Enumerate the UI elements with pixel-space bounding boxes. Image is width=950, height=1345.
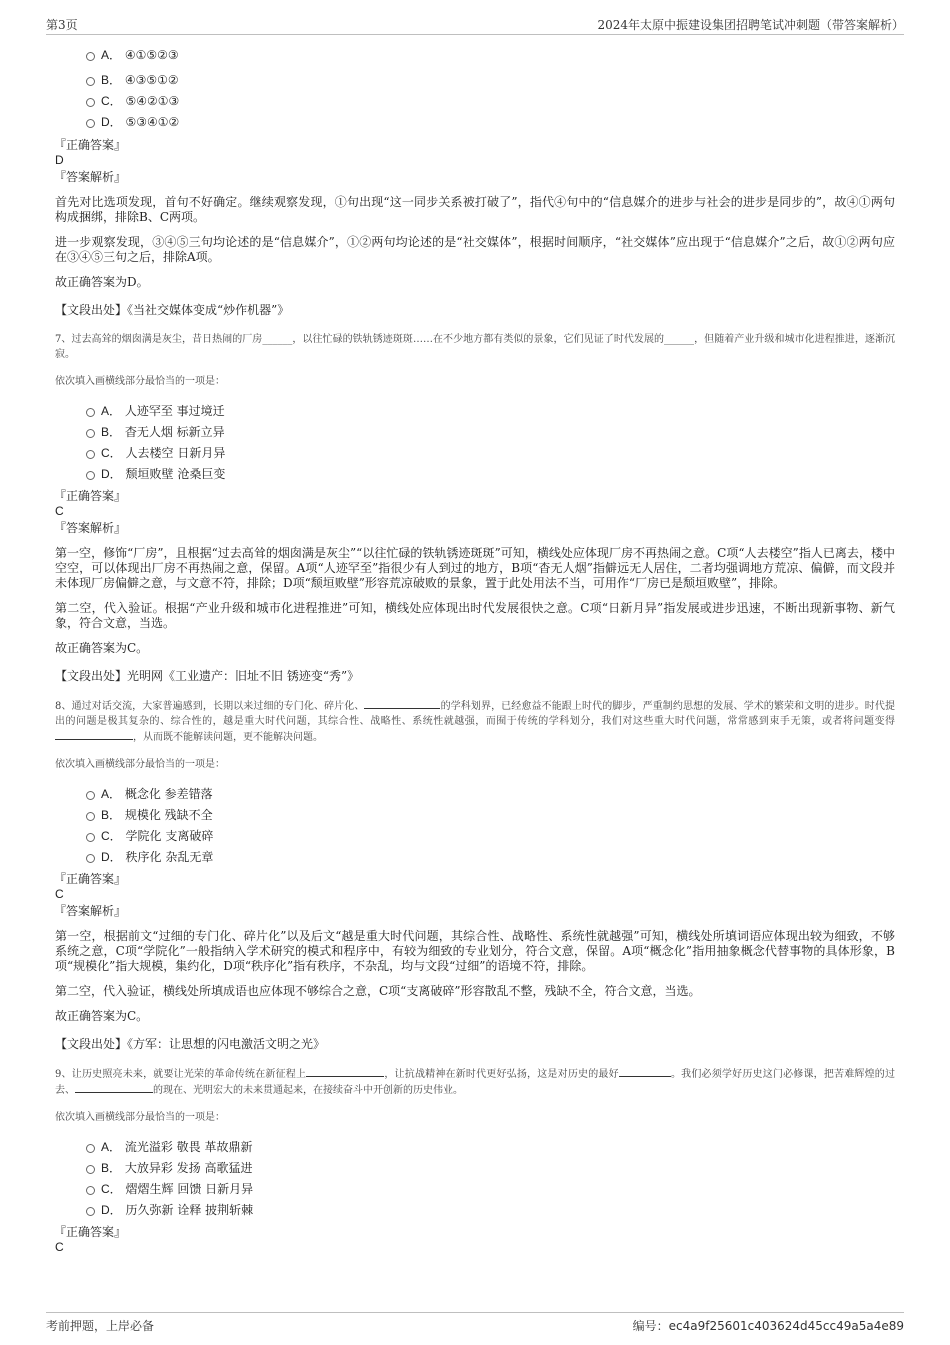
option-a[interactable]: A． 概念化 参差错落 bbox=[55, 784, 895, 805]
answer-value: C bbox=[55, 887, 64, 901]
radio-circle-icon[interactable] bbox=[86, 429, 95, 438]
answer-label: 『正确答案』 bbox=[54, 489, 127, 503]
radio-circle-icon[interactable] bbox=[86, 450, 95, 459]
analysis-paragraph: 第二空，代入验证，横线处所填成语也应体现不够综合之意，C项“支离破碎”形容散乱不整，残缺不全，符合文意，当选。 bbox=[55, 984, 701, 998]
option-a[interactable]: A． 人迹罕至 事过境迁 bbox=[55, 401, 895, 422]
question-9-stem: 9、让历史照亮未来，就要让光荣的革命传统在新征程上 ，让抗战精神在新时代更好弘扬，这是对历史的最好 。我们必须学好历史这门必修课，把苦难辉煌的过去、 的现在、光明宏大的未来贯通起来，在接续奋斗中开创新的历史伟业。 bbox=[55, 1066, 895, 1098]
analysis-paragraph: 故正确答案为C。 bbox=[55, 1009, 149, 1023]
q7-options bbox=[55, 401, 895, 485]
fill-blank bbox=[55, 729, 133, 740]
radio-circle-icon[interactable] bbox=[86, 119, 95, 128]
answer-value: C bbox=[55, 1240, 64, 1254]
fill-blank bbox=[306, 1066, 384, 1077]
radio-circle-icon[interactable] bbox=[86, 1186, 95, 1195]
question-7-stem: 7、过去高耸的烟囱满是灰尘，昔日热闹的厂房______，以往忙碌的铁轨锈迹斑斑……在不少地方都有类似的景象，它们见证了时代发展的______，但随着产业升级和城市化进程推进，逐渐沉寂。 bbox=[55, 334, 895, 360]
q6-options bbox=[55, 45, 895, 133]
radio-circle-icon[interactable] bbox=[86, 854, 95, 863]
document-body bbox=[55, 45, 895, 1256]
answer-value: D bbox=[55, 153, 64, 167]
option-a[interactable]: A． 流光溢彩 敬畏 革故鼎新 bbox=[55, 1137, 895, 1158]
q8-options bbox=[55, 784, 895, 868]
option-b[interactable]: B． ④③⑤①② bbox=[55, 70, 895, 91]
question-instruction: 依次填入画横线部分最恰当的一项是： bbox=[55, 376, 225, 387]
footer-slogan: 考前押题，上岸必备 bbox=[46, 1319, 155, 1333]
answer-label: 『正确答案』 bbox=[54, 872, 127, 886]
radio-circle-icon[interactable] bbox=[86, 52, 95, 61]
analysis-paragraph: 故正确答案为D。 bbox=[55, 275, 149, 289]
option-c[interactable]: C． 学院化 支离破碎 bbox=[55, 826, 895, 847]
page-footer bbox=[46, 1312, 904, 1337]
fill-blank bbox=[75, 1082, 153, 1093]
radio-circle-icon[interactable] bbox=[86, 408, 95, 417]
option-d[interactable]: D． ⑤③④①② bbox=[55, 112, 895, 133]
answer-value: C bbox=[55, 504, 64, 518]
option-c[interactable]: C． 熠熠生辉 回馈 日新月异 bbox=[55, 1179, 895, 1200]
option-d[interactable]: D． 颓垣败壁 沧桑巨变 bbox=[55, 464, 895, 485]
option-a[interactable]: A． ④①⑤②③ bbox=[55, 45, 895, 66]
option-b[interactable]: B． 杳无人烟 标新立异 bbox=[55, 422, 895, 443]
analysis-paragraph: 故正确答案为C。 bbox=[55, 641, 149, 655]
source-line: 【文段出处】《当社交媒体变成“炒作机器”》 bbox=[55, 303, 290, 317]
question-instruction: 依次填入画横线部分最恰当的一项是： bbox=[55, 1112, 225, 1123]
question-8-stem: 8、通过对话交流，大家普遍感到，长期以来过细的专门化、碎片化、 的学科划界，已经愈益不能跟上时代的脚步，严重制约思想的发展、学术的繁荣和文明的进步。时代提出的问题是极其复杂的、综合性的，越是重大时代问题，其综合性、战略性、系统性就越强，而囿于传统的学科划分，我们对这些重大时代问题，常常感到束手无策，或者将问题变得，从而既不能解读问题，更不能解决问题。 bbox=[55, 698, 895, 745]
source-line: 【文段出处】《方军：让思想的闪电激活文明之光》 bbox=[55, 1037, 326, 1051]
document-title: 2024年太原中振建设集团招聘笔试冲刺题（带答案解析） bbox=[597, 18, 904, 32]
analysis-paragraph: 第一空，修饰“厂房”，且根据“过去高耸的烟囱满是灰尘”“以往忙碌的铁轨锈迹斑斑”可知，横线处应体现厂房不再热闹之意。C项“人去楼空”指人已离去，楼中空空，可以体现出厂房不再热闹之意，保留。A项“人迹罕至”指很少有人到过的地方，B项“杳无人烟”指僻远无人居住，二者均强调地方荒凉、偏僻，而文段并未体现厂房偏僻之意，与文意不符，排除；D项“颓垣败壁”形容荒凉破败的景象，置于此处用法不当，可用作“厂房已是颓垣败壁”，排除。 bbox=[55, 546, 895, 590]
analysis-label: 『答案解析』 bbox=[54, 170, 127, 184]
fill-blank bbox=[364, 698, 440, 709]
analysis-paragraph: 第二空，代入验证。根据“产业升级和城市化进程推进”可知，横线处应体现出时代发展很快之意。C项“日新月异”指发展或进步迅速，不断出现新事物、新气象，符合文意，当选。 bbox=[55, 601, 895, 630]
option-b[interactable]: B． 大放异彩 发扬 高歌猛进 bbox=[55, 1158, 895, 1179]
fill-blank bbox=[619, 1066, 671, 1077]
answer-label: 『正确答案』 bbox=[54, 138, 127, 152]
radio-circle-icon[interactable] bbox=[86, 471, 95, 480]
option-c[interactable]: C． ⑤④②①③ bbox=[55, 91, 895, 112]
option-d[interactable]: D． 秩序化 杂乱无章 bbox=[55, 847, 895, 868]
page-number: 第3页 bbox=[46, 18, 78, 32]
q9-options bbox=[55, 1137, 895, 1221]
option-c[interactable]: C． 人去楼空 日新月异 bbox=[55, 443, 895, 464]
radio-circle-icon[interactable] bbox=[86, 1165, 95, 1174]
question-instruction: 依次填入画横线部分最恰当的一项是： bbox=[55, 759, 225, 770]
analysis-paragraph: 首先对比选项发现，首句不好确定。继续观察发现，①句出现“这一同步关系被打破了”，指代④句中的“信息媒介的进步与社会的进步是同步的”，故④①两句构成捆绑，排除B、C两项。 bbox=[55, 195, 895, 224]
radio-circle-icon[interactable] bbox=[86, 1144, 95, 1153]
answer-label: 『正确答案』 bbox=[54, 1225, 127, 1239]
analysis-label: 『答案解析』 bbox=[54, 521, 127, 535]
analysis-paragraph: 进一步观察发现，③④⑤三句均论述的是“信息媒介”，①②两句均论述的是“社交媒体”，根据时间顺序，“社交媒体”应出现于“信息媒介”之后，故①②两句应在③④⑤三句之后，排除A项。 bbox=[55, 235, 895, 264]
analysis-paragraph: 第一空，根据前文“过细的专门化、碎片化”以及后文“越是重大时代问题，其综合性、战略性、系统性就越强”可知，横线处所填词语应体现出较为细致，不够系统之意，C项“学院化”一般指纳入学术研究的模式和程序中，有较为细致的专业划分，符合文意，保留。A项“概念化”指用抽象概念代替事物的具体形象，B项“规模化”指大规模，集约化，D项“秩序化”指有秩序，不杂乱，均与文段“过细”的语境不符，排除。 bbox=[55, 929, 895, 973]
source-line: 【文段出处】光明网《工业遗产：旧址不旧 锈迹变“秀”》 bbox=[55, 669, 360, 683]
document-code: 编号：ec4a9f25601c403624d45cc49a5a4e89 bbox=[632, 1319, 904, 1333]
radio-circle-icon[interactable] bbox=[86, 833, 95, 842]
page-header bbox=[46, 14, 904, 35]
option-b[interactable]: B． 规模化 残缺不全 bbox=[55, 805, 895, 826]
analysis-label: 『答案解析』 bbox=[54, 904, 127, 918]
option-d[interactable]: D． 历久弥新 诠释 披荆斩棘 bbox=[55, 1200, 895, 1221]
radio-circle-icon[interactable] bbox=[86, 98, 95, 107]
radio-circle-icon[interactable] bbox=[86, 77, 95, 86]
radio-circle-icon[interactable] bbox=[86, 791, 95, 800]
radio-circle-icon[interactable] bbox=[86, 1207, 95, 1216]
radio-circle-icon[interactable] bbox=[86, 812, 95, 821]
